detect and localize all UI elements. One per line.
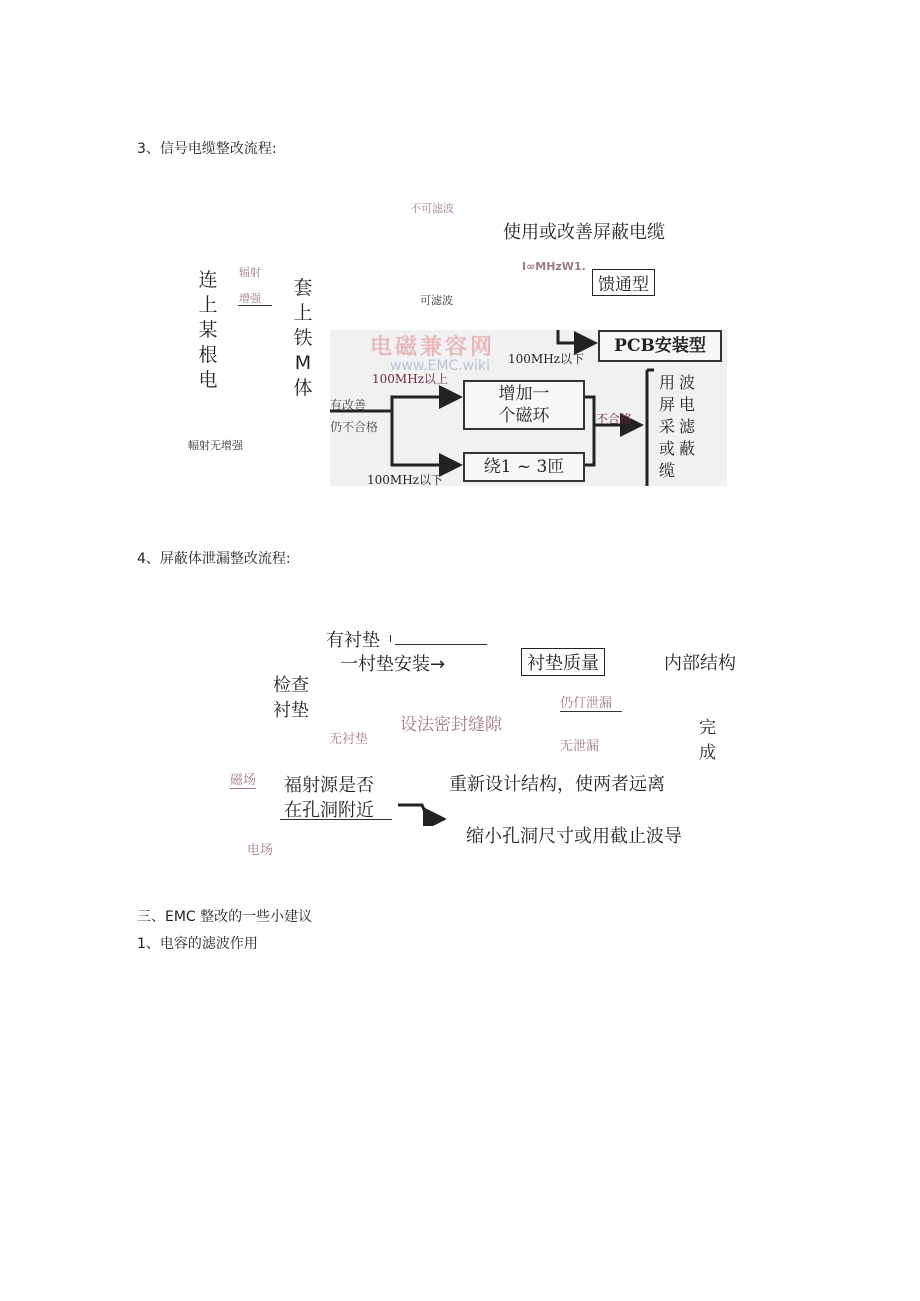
radiation-source-line [280,819,392,820]
gasket-line [395,644,487,645]
internal-structure-label: 内部结构 [664,653,736,674]
divider-line [238,305,272,306]
section-three-heading: 三、EMC 整改的一些小建议 [137,909,313,925]
shrink-arrow [396,800,446,826]
add-ring-line2: 个磁环 [498,406,550,426]
section-three-sub1: 1、电容的滤波作用 [137,936,258,952]
radiation-increase-line2: 增强 [239,292,261,305]
connect-cable-label: 连上某根电 [198,269,218,391]
radiation-source-line2: 在孔洞附近 [284,800,374,821]
below-100mhz-top-label: 100MHz以下 [508,352,584,366]
filterable-label: 可滤波 [420,294,453,307]
magnetic-field-label: 磁场 [230,769,256,789]
gasket-mark: I [389,634,392,645]
not-pass-label: 不合格 [596,412,633,426]
has-gasket-label: 有衬垫 [326,630,380,651]
check-gasket-line1: 检查 [273,675,309,696]
watermark-url: www.EMC.wiki [390,358,491,374]
feedthrough-type-box: 馈通型 [592,269,655,296]
check-gasket-line2: 衬垫 [273,700,309,721]
still-leaking-label: 仍仃泄漏 [560,692,622,712]
gasket-quality-box: 衬垫质量 [521,648,605,676]
cable-flow-diagram [330,330,727,486]
radiation-source-line1: 福射源是否 [284,775,374,796]
gasket-install-label: 一村垫安装→ [340,654,446,675]
radiation-no-increase-label: 幅射无增强 [188,439,243,452]
section3-heading: 3、信号电缆整改流程: [137,141,277,157]
electric-field-label: 电场 [247,843,274,858]
no-leak-label: 无泄漏 [560,739,600,754]
radiation-increase-line1: 辐射 [239,266,261,279]
right-col1: 用屏采或缆 [658,373,675,480]
pcb-type-box: PCB安装型 [598,330,722,362]
add-ferrite-label: 套上铁M体 [293,277,313,399]
use-shielded-cable-label: 使用或改善屏蔽电缆 [503,222,665,243]
add-ring-box [463,380,585,430]
watermark-cn: 电磁兼容网 [370,335,496,360]
redesign-label: 重新设计结构，使两者远离 [449,774,665,795]
add-ring-line1: 增加一 [498,384,550,404]
wind-turns-box: 绕1 ~ 3匝 [463,452,585,482]
not-filterable-label: 不可滤波 [410,202,454,215]
above-100mhz-label: 100MHz以上 [372,372,448,386]
complete-label: 完成 [699,718,716,763]
below-100mhz-bottom-label: 100MHz以下 [367,473,443,486]
improved-line1: 有改善 [330,398,367,412]
freq-note: I∞MHzW1. [522,260,586,273]
no-gasket-label: 无衬垫 [329,732,369,747]
right-col2: 波电滤蔽 [678,373,695,458]
improved-line2: 仍不合格 [330,420,379,434]
section4-heading: 4、屏蔽体泄漏整改流程: [137,551,291,567]
seal-gaps-label: 设法密封缝隙 [400,715,502,735]
shrink-holes-label: 缩小孔洞尺寸或用截止波导 [466,826,682,847]
